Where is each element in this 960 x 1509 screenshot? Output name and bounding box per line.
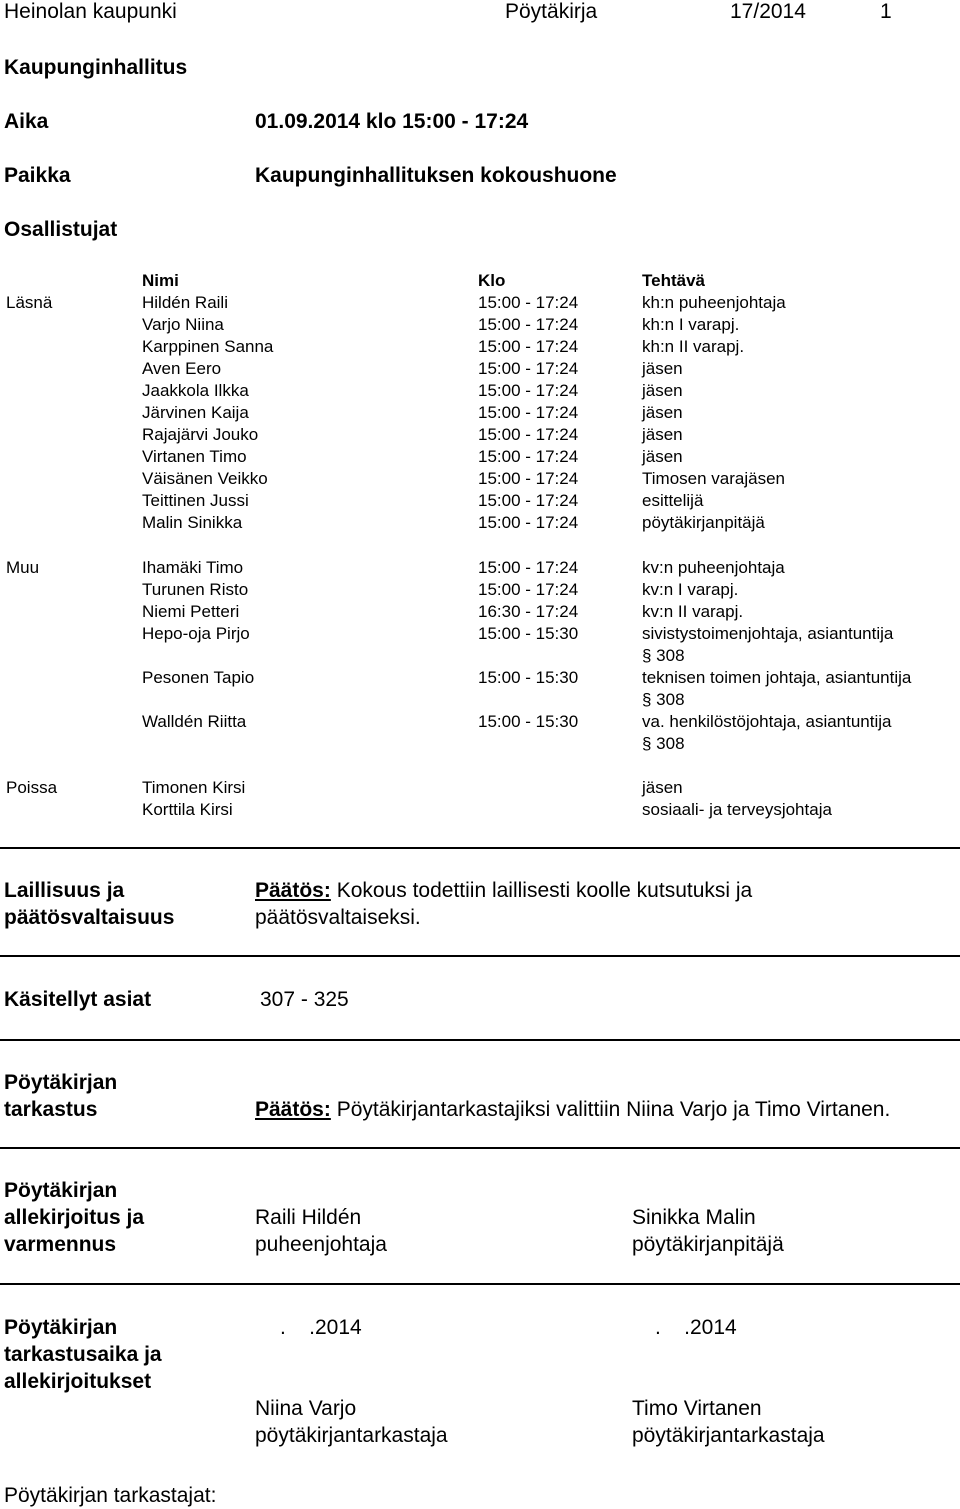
participant-time: 15:00 - 17:24 bbox=[478, 513, 579, 532]
participant-role: Timosen varajäsen bbox=[642, 469, 785, 488]
participant-role-section: § 308 bbox=[642, 646, 685, 665]
participant-role-section: § 308 bbox=[642, 690, 685, 709]
handled-label: Käsitellyt asiat bbox=[4, 988, 152, 1011]
inspector1-name: Niina Varjo bbox=[255, 1397, 357, 1420]
signing-label-1: Pöytäkirjan bbox=[4, 1179, 118, 1202]
review-label-2: tarkastus bbox=[4, 1098, 98, 1121]
participant-name: Turunen Risto bbox=[142, 580, 249, 599]
group-label: Muu bbox=[6, 558, 40, 577]
inspector1-title: pöytäkirjantarkastaja bbox=[255, 1424, 448, 1447]
divider bbox=[0, 1147, 960, 1149]
column-header-name: Nimi bbox=[142, 271, 179, 290]
page-number: 1 bbox=[880, 0, 892, 23]
participant-name: Teittinen Jussi bbox=[142, 491, 249, 510]
participant-name: Timonen Kirsi bbox=[142, 778, 246, 797]
participant-time: 15:00 - 17:24 bbox=[478, 491, 579, 510]
participant-role: kh:n puheenjohtaja bbox=[642, 293, 786, 312]
participant-role: teknisen toimen johtaja, asiantuntija bbox=[642, 668, 912, 687]
participant-time: 15:00 - 17:24 bbox=[478, 447, 579, 466]
participant-time: 15:00 - 17:24 bbox=[478, 359, 579, 378]
divider bbox=[0, 847, 960, 849]
participant-time: 15:00 - 17:24 bbox=[478, 315, 579, 334]
participant-name: Aven Eero bbox=[142, 359, 222, 378]
participant-time: 15:00 - 17:24 bbox=[478, 558, 579, 577]
participant-role: pöytäkirjanpitäjä bbox=[642, 513, 765, 532]
participant-role: kv:n II varapj. bbox=[642, 602, 744, 621]
inspection-label-1: Pöytäkirjan bbox=[4, 1316, 118, 1339]
participant-name: Malin Sinikka bbox=[142, 513, 243, 532]
time-label: Aika bbox=[4, 110, 49, 133]
participant-name: Rajajärvi Jouko bbox=[142, 425, 259, 444]
org-name: Heinolan kaupunki bbox=[4, 0, 177, 23]
participant-name: Järvinen Kaija bbox=[142, 403, 249, 422]
decision-text: Kokous todettiin laillisesti koolle kutsutuksi ja bbox=[330, 879, 753, 902]
time-value: 01.09.2014 klo 15:00 - 17:24 bbox=[255, 110, 529, 133]
participant-name: Varjo Niina bbox=[142, 315, 224, 334]
decision-prefix: Päätös: bbox=[255, 1098, 331, 1121]
participant-role: kh:n II varapj. bbox=[642, 337, 745, 356]
participant-role: va. henkilöstöjohtaja, asiantuntija bbox=[642, 712, 892, 731]
participants-label: Osallistujat bbox=[4, 218, 118, 241]
signing-label-3: varmennus bbox=[4, 1233, 117, 1256]
divider bbox=[0, 1039, 960, 1041]
participant-time: 15:00 - 17:24 bbox=[478, 425, 579, 444]
doc-number: 17/2014 bbox=[730, 0, 806, 23]
inspection-label-3: allekirjoitukset bbox=[4, 1370, 152, 1393]
participant-role: kh:n I varapj. bbox=[642, 315, 740, 334]
participant-time: 15:00 - 17:24 bbox=[478, 580, 579, 599]
participant-role-section: § 308 bbox=[642, 734, 685, 753]
inspection-date-1: . .2014 bbox=[280, 1316, 362, 1339]
review-decision bbox=[255, 1097, 890, 1123]
participant-role: esittelijä bbox=[642, 491, 704, 510]
participant-name: Hepo-oja Pirjo bbox=[142, 624, 250, 643]
review-label-1: Pöytäkirjan bbox=[4, 1071, 118, 1094]
participant-role: jäsen bbox=[642, 359, 683, 378]
participant-time: 15:00 - 17:24 bbox=[478, 469, 579, 488]
participant-name: Walldén Riitta bbox=[142, 712, 247, 731]
signer2-title: pöytäkirjanpitäjä bbox=[632, 1233, 784, 1256]
signer1-title: puheenjohtaja bbox=[255, 1233, 387, 1256]
divider bbox=[0, 1283, 960, 1285]
signer2-name: Sinikka Malin bbox=[632, 1206, 756, 1229]
column-header-time: Klo bbox=[478, 271, 506, 290]
participant-role: sosiaali- ja terveysjohtaja bbox=[642, 800, 832, 819]
participant-role: jäsen bbox=[642, 381, 683, 400]
participant-time: 15:00 - 17:24 bbox=[478, 337, 579, 356]
place-label: Paikka bbox=[4, 164, 71, 187]
legality-label-2: päätösvaltaisuus bbox=[4, 906, 175, 929]
participant-time: 15:00 - 15:30 bbox=[478, 712, 579, 731]
participant-role: sivistystoimenjohtaja, asiantuntija bbox=[642, 624, 894, 643]
participant-name: Karppinen Sanna bbox=[142, 337, 274, 356]
participant-time: 15:00 - 15:30 bbox=[478, 624, 579, 643]
participant-role: kv:n puheenjohtaja bbox=[642, 558, 785, 577]
signer1-name: Raili Hildén bbox=[255, 1206, 362, 1229]
participant-name: Väisänen Veikko bbox=[142, 469, 268, 488]
divider bbox=[0, 955, 960, 957]
inspection-date-2: . .2014 bbox=[655, 1316, 737, 1339]
participant-name: Ihamäki Timo bbox=[142, 558, 244, 577]
participant-time: 16:30 - 17:24 bbox=[478, 602, 579, 621]
participant-name: Niemi Petteri bbox=[142, 602, 240, 621]
participant-time: 15:00 - 15:30 bbox=[478, 668, 579, 687]
group-label: Poissa bbox=[6, 778, 58, 797]
inspector2-name: Timo Virtanen bbox=[632, 1397, 762, 1420]
participant-time: 15:00 - 17:24 bbox=[478, 381, 579, 400]
legality-decision bbox=[255, 878, 752, 904]
participant-name: Virtanen Timo bbox=[142, 447, 247, 466]
participant-time: 15:00 - 17:24 bbox=[478, 293, 579, 312]
participant-role: kv:n I varapj. bbox=[642, 580, 739, 599]
column-header-role: Tehtävä bbox=[642, 271, 705, 290]
inspection-label-2: tarkastusaika ja bbox=[4, 1343, 162, 1366]
doc-type: Pöytäkirja bbox=[505, 0, 598, 23]
decision-text: Pöytäkirjantarkastajiksi valittiin Niina Varjo ja Timo Virtanen. bbox=[330, 1098, 891, 1121]
signing-label-2: allekirjoitus ja bbox=[4, 1206, 145, 1229]
participant-time: 15:00 - 17:24 bbox=[478, 403, 579, 422]
legality-decision-2: päätösvaltaiseksi. bbox=[255, 906, 421, 929]
participant-name: Jaakkola Ilkka bbox=[142, 381, 249, 400]
place-value: Kaupunginhallituksen kokoushuone bbox=[255, 164, 617, 187]
decision-prefix: Päätös: bbox=[255, 879, 331, 902]
legality-label-1: Laillisuus ja bbox=[4, 879, 125, 902]
inspector2-title: pöytäkirjantarkastaja bbox=[632, 1424, 825, 1447]
participant-name: Pesonen Tapio bbox=[142, 668, 255, 687]
participant-name: Hildén Raili bbox=[142, 293, 228, 312]
participant-role: jäsen bbox=[642, 447, 683, 466]
body-name: Kaupunginhallitus bbox=[4, 56, 188, 79]
participant-role: jäsen bbox=[642, 403, 683, 422]
participant-name: Korttila Kirsi bbox=[142, 800, 233, 819]
inspectors-footer-label: Pöytäkirjan tarkastajat: bbox=[4, 1484, 217, 1507]
handled-value: 307 - 325 bbox=[260, 988, 349, 1011]
group-label: Läsnä bbox=[6, 293, 53, 312]
participant-role: jäsen bbox=[642, 425, 683, 444]
participant-role: jäsen bbox=[642, 778, 683, 797]
